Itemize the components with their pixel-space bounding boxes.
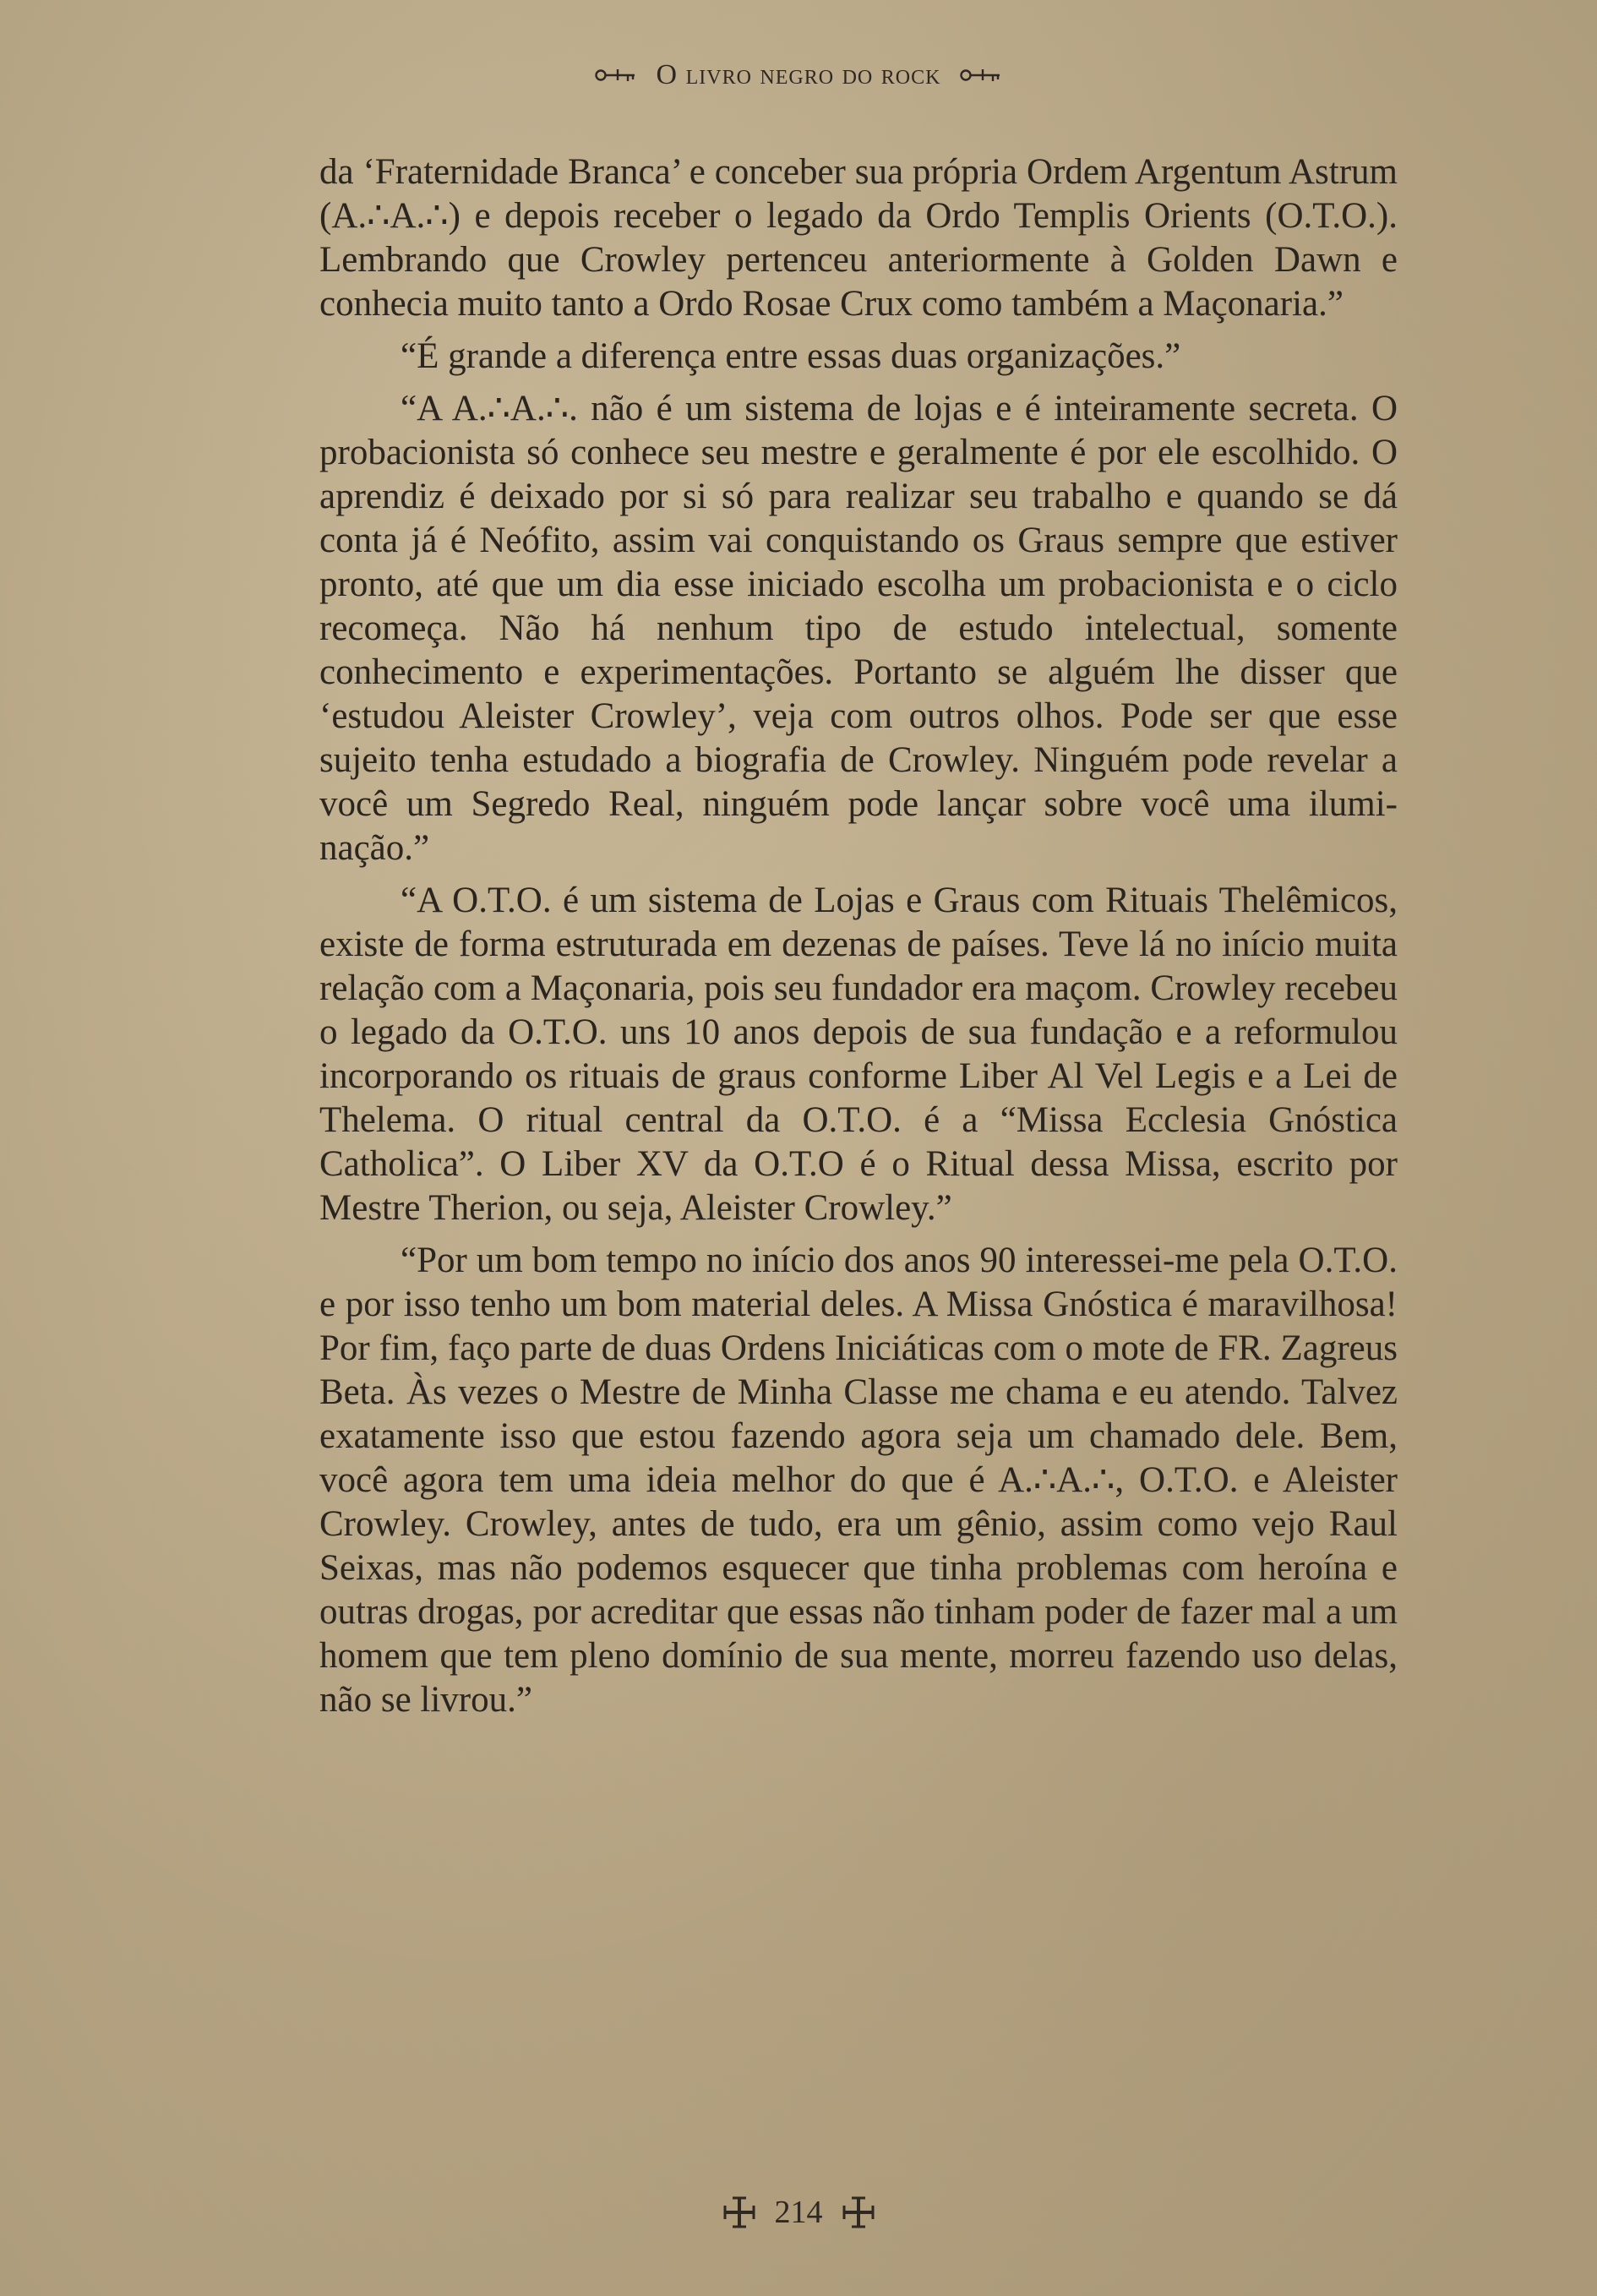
page-number: 214 <box>774 2195 823 2230</box>
header-title: O livro negro do rock <box>656 59 941 90</box>
paragraph: “É grande a diferença entre essas duas organizações.” <box>401 336 1181 376</box>
paragraph: “Por um bom tempo no início dos anos 90 interessei-me pela O.T.O. e por isso tenho um bom material deles. A Missa Gnóstica é maravilhosa! Por fim, faço parte de duas Ordens Iniciáticas com o mote de FR. Zagreus Beta. Às vezes o Mestre de Minha Classe me chama e eu atendo. Talvez exatamente isso que estou fazendo agora seja um chamado dele. Bem, você agora tem uma ideia melhor do que é A.∴A.∴, O.T.O. e Aleister Crowley. Crowley, antes de tudo, era um gênio, assim como vejo Raul Seixas, mas não podemos esquecer que tinha problemas com heroína e outras drogas, por acreditar que essas não tinham poder de fazer mal a um homem que tem pleno domínio de sua mente, morreu fazendo uso delas, não se livrou.” <box>319 1241 1398 1720</box>
body-text <box>319 150 1398 1731</box>
page-footer <box>0 2194 1597 2231</box>
cross-ornament-icon <box>842 2195 875 2229</box>
cross-ornament-icon <box>722 2195 756 2229</box>
key-ornament-icon <box>594 67 638 84</box>
paragraph: “A A.∴A.∴. não é um sistema de lojas e é inteiramente secreta. O probacionista só conhece seu mestre e geralmente é por ele escolhido. O aprendiz é deixado por si só para realizar seu trabalho e quando se dá conta já é Neófito, assim vai conquistando os Graus sempre que estiver pronto, até que um dia esse iniciado escolha um probacionista e o ciclo recomeça. Não há nenhum tipo de estudo intelectual, somente conhecimento e experimentações. Portanto se alguém lhe disser que ‘estudou Aleister Crowley’, veja com outros olhos. Pode ser que esse sujeito tenha estudado a biografia de Crowley. Ninguém pode revelar a você um Segredo Real, ninguém pode lançar sobre você uma iluminação.” <box>319 389 1398 868</box>
running-header <box>0 59 1597 91</box>
paragraph: da ‘Fraternidade Branca’ e conceber sua própria Ordem Argentum Astrum (A.∴A.∴) e depois receber o legado da Ordo Templis Orients (O.T.O.). Lembrando que Crowley pertenceu anteriormente à Golden Dawn e conhecia muito tanto a Ordo Rosae Crux como também a Maçonaria.” <box>319 152 1398 324</box>
paragraph: “A O.T.O. é um sistema de Lojas e Graus com Rituais Thelêmicos, existe de forma estruturada em dezenas de países. Teve lá no início muita relação com a Maçonaria, pois seu fundador era maçom. Crowley recebeu o legado da O.T.O. uns 10 anos depois de sua fundação e a reformulou incorporando os rituais de graus conforme Liber Al Vel Legis e a Lei de Thelema. O ritual central da O.T.O. é a “Missa Ecclesia Gnóstica Catholica”. O Liber XV da O.T.O é o Ritual dessa Missa, escrito por Mestre Therion, ou seja, Aleister Crowley.” <box>319 881 1398 1228</box>
key-ornament-icon <box>959 67 1003 84</box>
